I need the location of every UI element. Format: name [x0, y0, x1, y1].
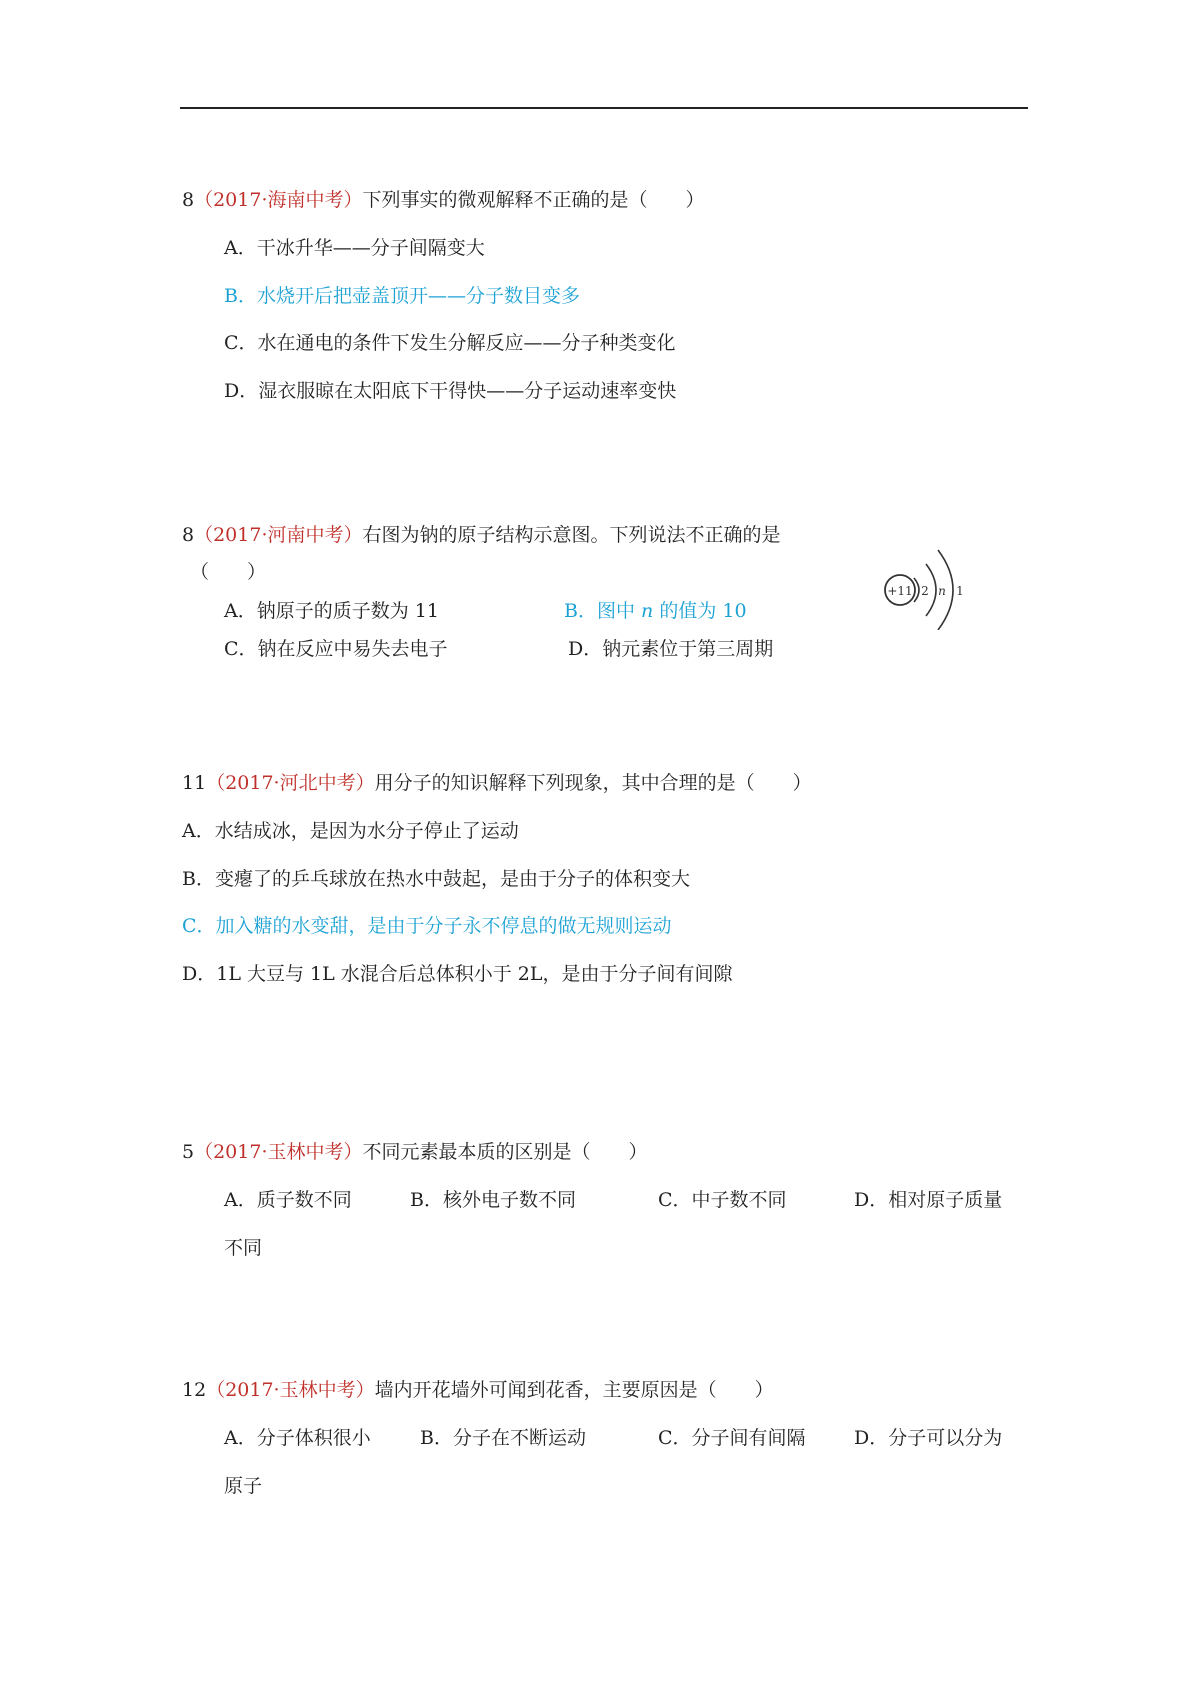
q1-option-a: A．干冰升华——分子间隔变大	[224, 237, 485, 259]
question-number: 8	[182, 524, 195, 546]
question-number: 8	[182, 189, 195, 211]
question-1-stem	[182, 188, 705, 212]
q3-option-c: C．加入糖的水变甜，是由于分子永不停息的做无规则运动	[182, 915, 672, 937]
q4-option-a: A．质子数不同	[224, 1189, 352, 1211]
q5-option-d-cont: 原子	[224, 1475, 263, 1497]
q4-option-d: D．相对原子质量	[854, 1189, 1003, 1211]
q3-option-d: D．1L 大豆与 1L 水混合后总体积小于 2L，是由于分子间有间隙	[182, 963, 733, 985]
q3-option-b: B．变瘪了的乒乓球放在热水中鼓起，是由于分子的体积变大	[182, 868, 690, 890]
q2-option-a: A．钠原子的质子数为 11	[224, 600, 439, 622]
q1-option-d: D．湿衣服晾在太阳底下干得快——分子运动速率变快	[224, 380, 677, 402]
q1-option-c: C．水在通电的条件下发生分解反应——分子种类变化	[224, 332, 676, 354]
shell-3-label: 1	[956, 584, 964, 598]
shell-1-label: 2	[921, 584, 929, 598]
shell-2-label: n	[938, 584, 946, 598]
question-text: 墙内开花墙外可闻到花香，主要原因是（ ）	[374, 1379, 774, 1401]
q4-option-b: B．核外电子数不同	[410, 1189, 576, 1211]
question-2-stem	[182, 523, 781, 547]
question-source: （2017·玉林中考）	[194, 1141, 363, 1163]
question-2-stem-cont: （ ）	[190, 561, 267, 583]
question-text: 右图为钠的原子结构示意图。下列说法不正确的是	[362, 524, 781, 546]
question-number: 5	[182, 1141, 195, 1163]
header-rule	[180, 107, 1028, 109]
q2-option-d: D．钠元素位于第三周期	[568, 638, 774, 660]
q1-option-b: B．水烧开后把壶盖顶开——分子数目变多	[224, 285, 580, 307]
question-number: 11	[182, 772, 207, 794]
question-source: （2017·海南中考）	[194, 189, 363, 211]
q5-option-c: C．分子间有间隔	[658, 1427, 806, 1449]
q5-option-d: D．分子可以分为	[854, 1427, 1003, 1449]
question-text: 不同元素最本质的区别是（ ）	[362, 1141, 648, 1163]
question-text: 下列事实的微观解释不正确的是（ ）	[362, 189, 705, 211]
q4-option-c: C．中子数不同	[658, 1189, 787, 1211]
sodium-atom-diagram-icon	[880, 540, 970, 630]
question-5-stem	[182, 1378, 774, 1402]
question-number: 12	[182, 1379, 207, 1401]
q2-option-c: C．钠在反应中易失去电子	[224, 638, 448, 660]
q2-option-b: B．图中 n 的值为 10	[564, 600, 747, 622]
q4-option-d-cont: 不同	[224, 1237, 263, 1259]
q3-option-a: A．水结成冰，是因为水分子停止了运动	[182, 820, 519, 842]
question-3-stem	[182, 771, 812, 795]
nucleus-label: +11	[887, 584, 913, 598]
question-4-stem	[182, 1140, 648, 1164]
question-source: （2017·玉林中考）	[206, 1379, 375, 1401]
question-text: 用分子的知识解释下列现象，其中合理的是（ ）	[374, 772, 812, 794]
q5-option-a: A．分子体积很小	[224, 1427, 371, 1449]
question-source: （2017·河南中考）	[194, 524, 363, 546]
q5-option-b: B．分子在不断运动	[420, 1427, 586, 1449]
question-source: （2017·河北中考）	[206, 772, 375, 794]
